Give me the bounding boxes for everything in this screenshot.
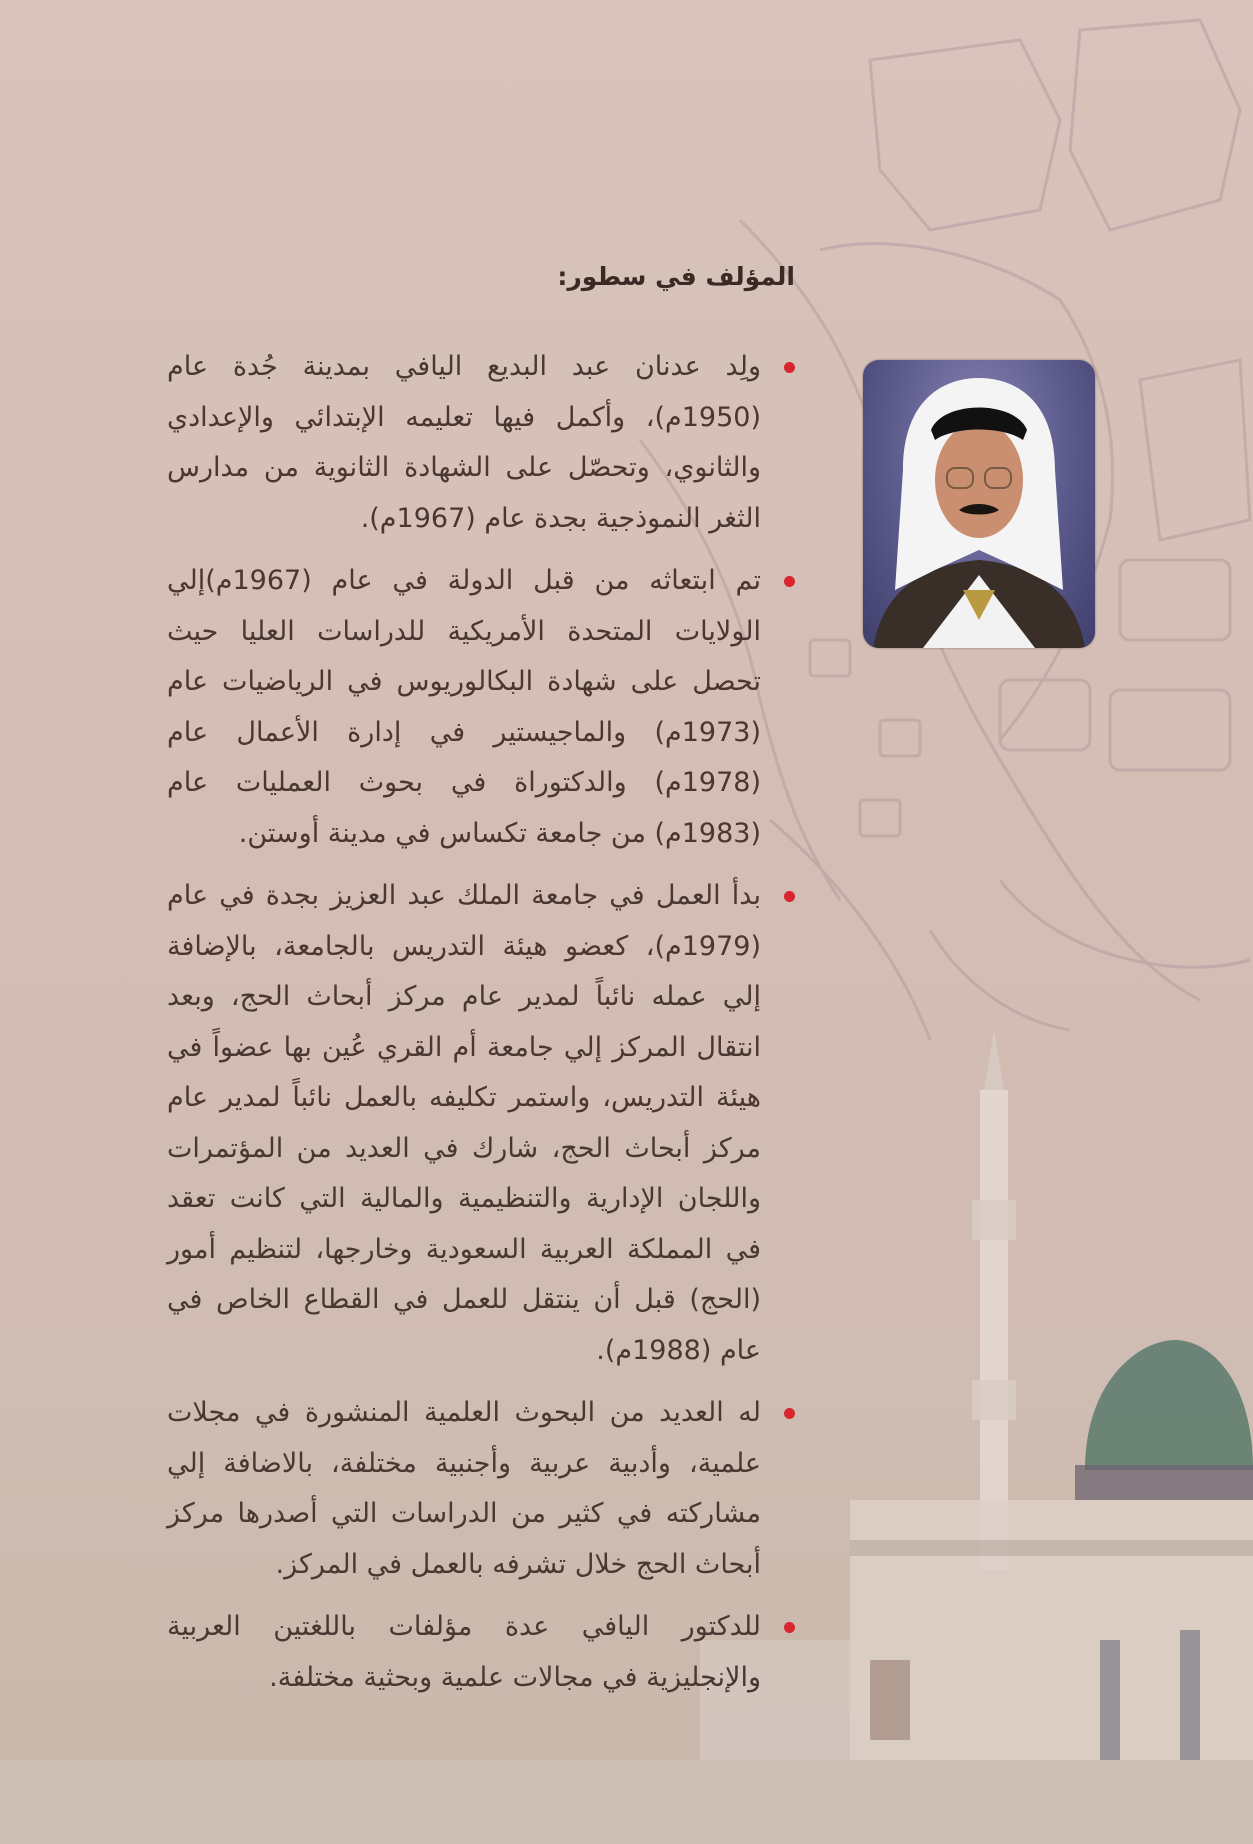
bio-item-education (167, 556, 795, 859)
bullet-dot-icon (784, 362, 795, 373)
bio-item-publications (167, 1602, 795, 1703)
bio-item-text: له العديد من البحوث العلمية المنشورة في مجلات علمية، وأدبية عربية وأجنبية مختلفة، بالاضافة إلي مشاركته في كثير من الدراسات التي أصدرها مركز أبحاث الحج خلال تشرفه بالعمل في المركز. (167, 1397, 761, 1580)
bio-item-text: للدكتور اليافي عدة مؤلفات باللغتين العربية والإنجليزية في مجالات علمية وبحثية مختلفة. (167, 1611, 761, 1693)
bullet-dot-icon (784, 1408, 795, 1419)
bio-item-text: تم ابتعاثه من قبل الدولة في عام (1967م)إلي الولايات المتحدة الأمريكية للدراسات العليا حيث تحصل على شهادة البكالوريوس في الرياضيات عام (1973م) والماجيستير في إدارة الأعمال عام (1978م) والدكتوراة في بحوث العمليات عام (1983م) من جامعة تكساس في مدينة أوستن. (167, 565, 761, 849)
bullet-dot-icon (784, 576, 795, 587)
bio-item-birth (167, 342, 795, 544)
bio-item-text: ولِد عدنان عبد البديع اليافي بمدينة جُدة عام (1950م)، وأكمل فيها تعليمه الإبتدائي والإعدادي والثانوي، وتحصّل على الشهادة الثانوية من مدارس الثغر النموذجية بجدة عام (1967م). (167, 351, 761, 534)
author-bio (167, 342, 795, 1715)
bio-item-text: بدأ العمل في جامعة الملك عبد العزيز بجدة في عام (1979م)، كعضو هيئة التدريس بالجامعة، بالإضافة إلي عمله نائباً لمدير عام مركز أبحاث الحج، وبعد انتقال المركز إلي جامعة أم القري عُين بها عضواً في هيئة التدريس، واستمر تكليفه بالعمل نائباً لمدير عام مركز أبحاث الحج، شارك في العديد من المؤتمرات واللجان الإدارية والتنظيمية والمالية التي كانت تعقد في المملكة العربية السعودية وخارجها، لتنظيم أمور (الحج) قبل أن ينتقل للعمل في القطاع الخاص في عام (1988م). (167, 880, 761, 1366)
bullet-dot-icon (784, 1622, 795, 1633)
section-heading: المؤلف في سطور: (557, 262, 795, 291)
author-portrait (863, 360, 1095, 648)
bio-item-research (167, 1388, 795, 1590)
portrait-figure (863, 360, 1095, 648)
bio-item-career (167, 871, 795, 1376)
bullet-dot-icon (784, 891, 795, 902)
